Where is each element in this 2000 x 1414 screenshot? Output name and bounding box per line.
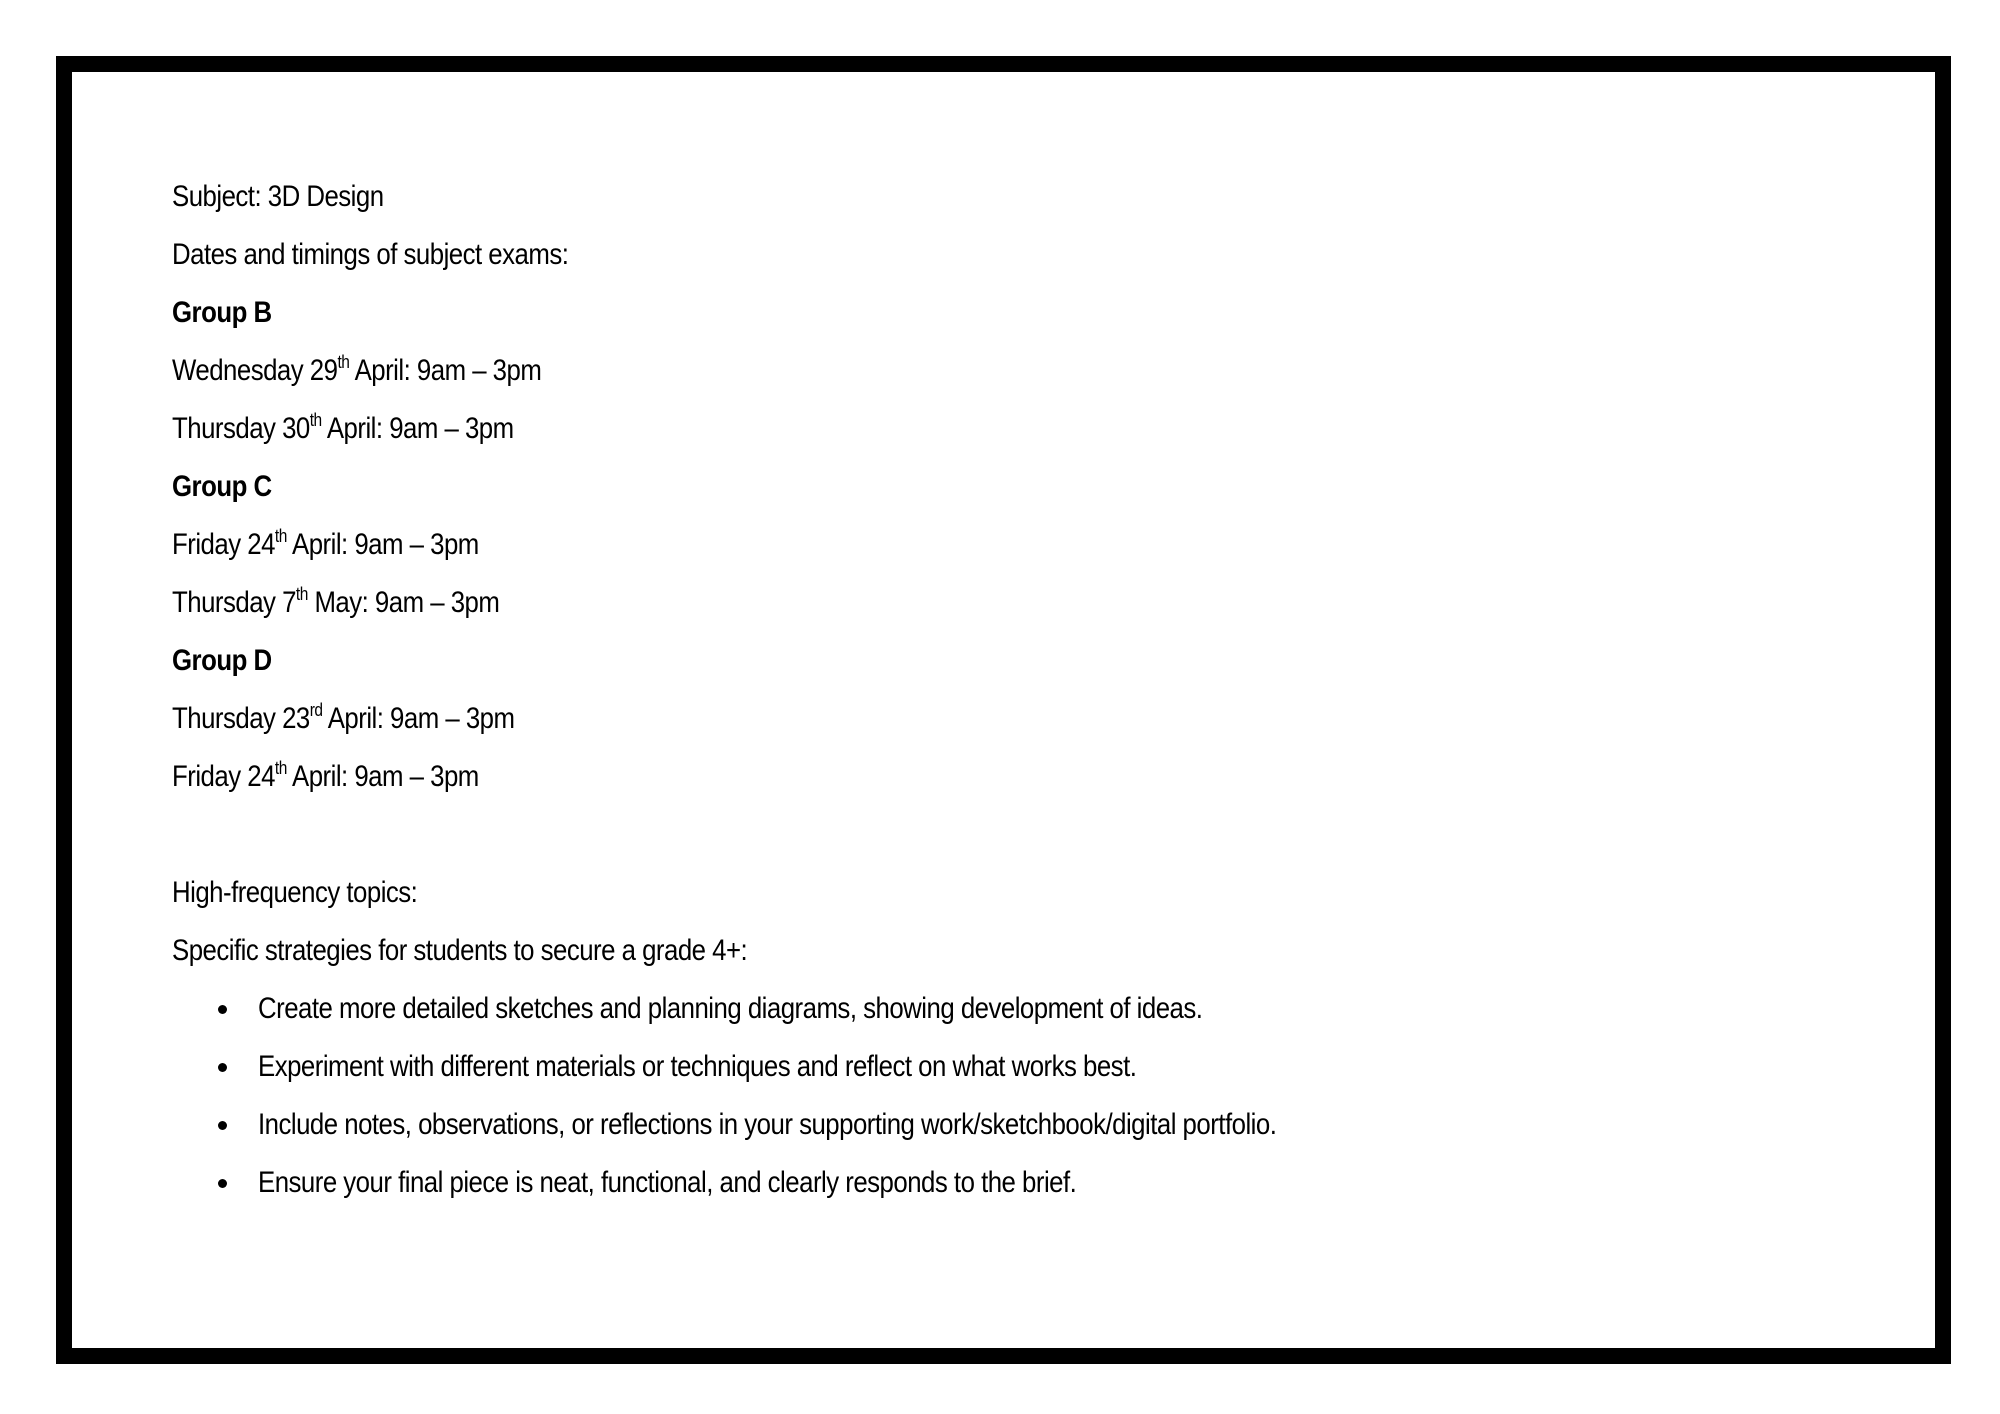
dates-heading: Dates and timings of subject exams: bbox=[172, 238, 569, 271]
list-item: Include notes, observations, or reflections in your supporting work/sketchbook/digital portfolio. bbox=[172, 1096, 1872, 1154]
strategies-list bbox=[172, 980, 1872, 1212]
blank-line bbox=[172, 806, 1872, 864]
group-d-section bbox=[172, 632, 1872, 806]
group-b-session-1: Wednesday 29th April: 9am – 3pm bbox=[172, 352, 542, 387]
group-b-section bbox=[172, 284, 1872, 458]
bullet-icon bbox=[218, 1005, 227, 1014]
group-b-session-2: Thursday 30th April: 9am – 3pm bbox=[172, 410, 514, 445]
group-c-section bbox=[172, 458, 1872, 632]
list-item: Create more detailed sketches and planning diagrams, showing development of ideas. bbox=[172, 980, 1872, 1038]
bullet-icon bbox=[218, 1063, 227, 1072]
bullet-icon bbox=[218, 1121, 227, 1130]
strategies-heading: Specific strategies for students to secure a grade 4+: bbox=[172, 934, 748, 967]
group-d-session-2: Friday 24th April: 9am – 3pm bbox=[172, 758, 479, 793]
group-c-session-2: Thursday 7th May: 9am – 3pm bbox=[172, 584, 500, 619]
document-content bbox=[172, 168, 1872, 1212]
group-d-session-1: Thursday 23rd April: 9am – 3pm bbox=[172, 700, 515, 735]
group-c-session-1: Friday 24th April: 9am – 3pm bbox=[172, 526, 479, 561]
subject-line: Subject: 3D Design bbox=[172, 180, 384, 213]
list-item: Ensure your final piece is neat, functional, and clearly responds to the brief. bbox=[172, 1154, 1872, 1212]
topics-heading: High-frequency topics: bbox=[172, 876, 418, 909]
group-b-heading: Group B bbox=[172, 296, 272, 329]
group-c-heading: Group C bbox=[172, 470, 272, 503]
group-d-heading: Group D bbox=[172, 644, 272, 677]
list-item: Experiment with different materials or techniques and reflect on what works best. bbox=[172, 1038, 1872, 1096]
bullet-icon bbox=[218, 1179, 227, 1188]
